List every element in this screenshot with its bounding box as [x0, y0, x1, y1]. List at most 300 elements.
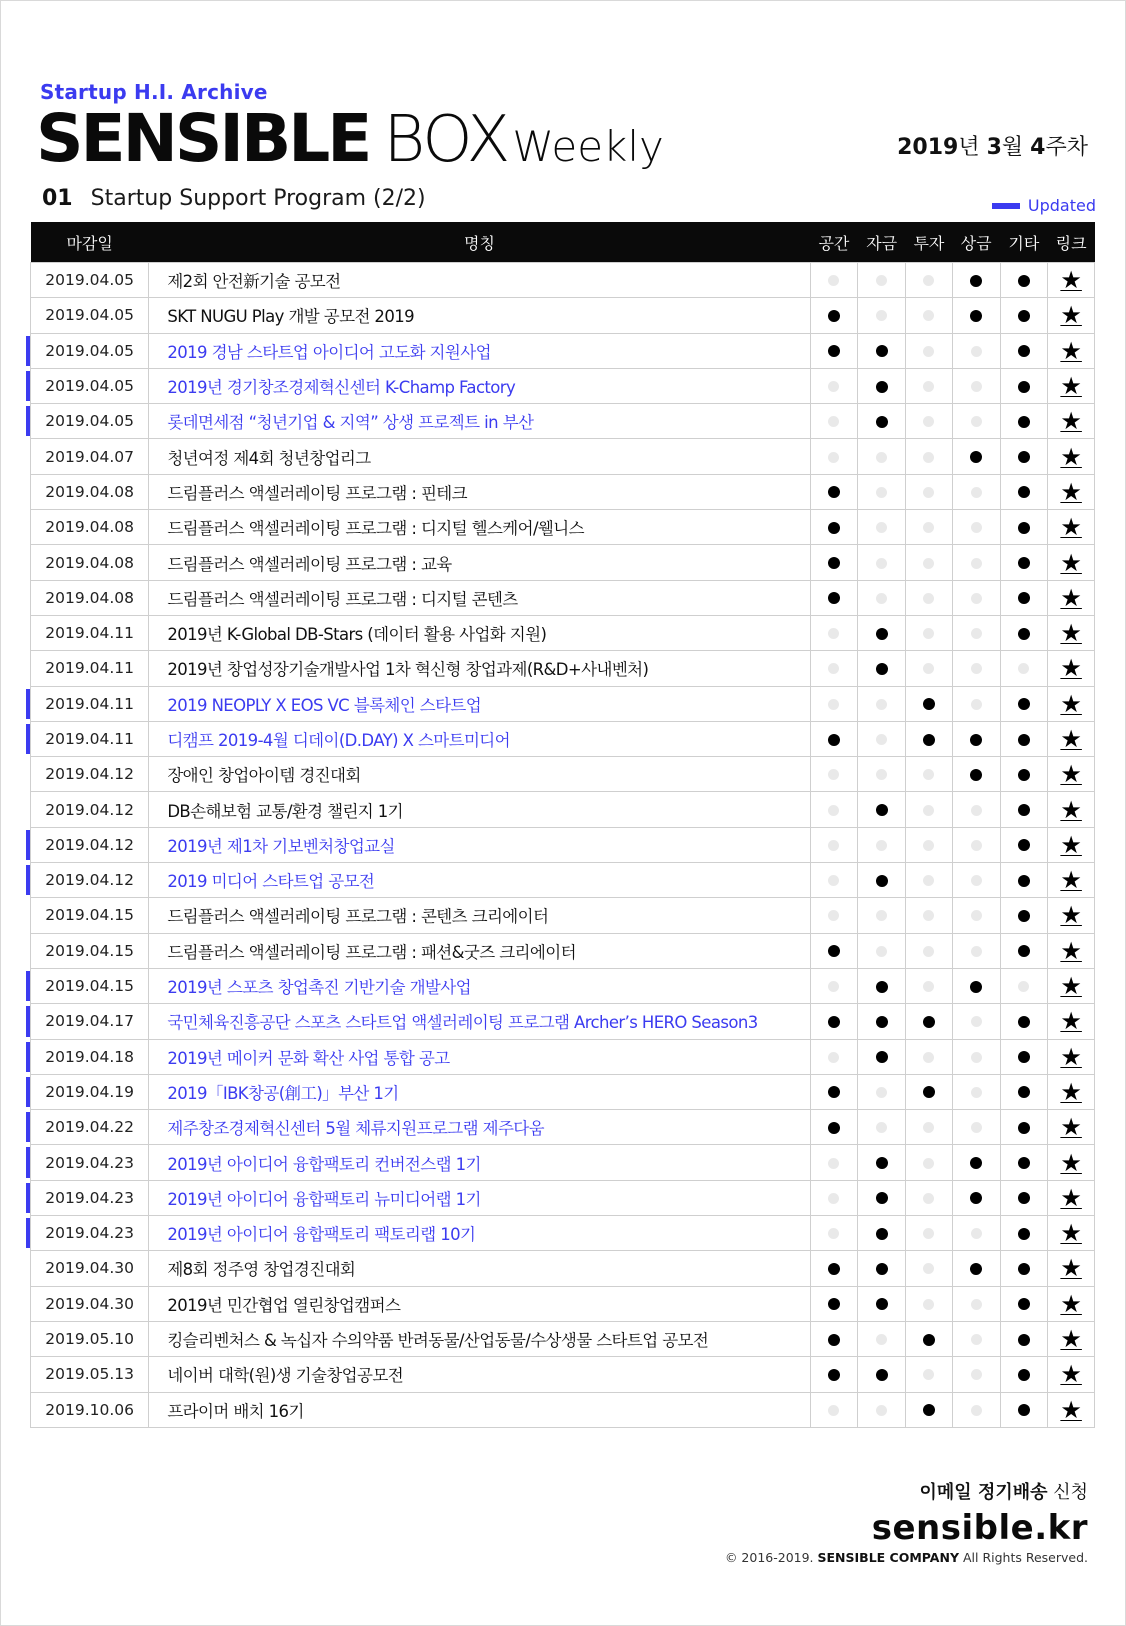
star-icon[interactable]: ★ — [1060, 336, 1082, 365]
deadline-cell: 2019.04.19 — [31, 1074, 149, 1109]
star-icon[interactable]: ★ — [1060, 1007, 1082, 1036]
program-name-cell: 드림플러스 액셀러레이팅 프로그램 : 교육 — [149, 545, 810, 580]
empty-dot-icon — [971, 805, 982, 816]
table-row — [31, 1357, 1095, 1392]
etc-cell — [1000, 263, 1048, 298]
table-row — [31, 721, 1095, 756]
filled-dot-icon — [1018, 875, 1030, 887]
empty-dot-icon — [828, 663, 839, 674]
section-title — [42, 186, 426, 211]
table-row — [31, 968, 1095, 1003]
program-name-cell: 2019년 민간협업 열린창업캠퍼스 — [149, 1286, 810, 1321]
star-icon[interactable]: ★ — [1060, 760, 1082, 789]
empty-dot-icon — [923, 769, 934, 780]
filled-dot-icon — [828, 522, 840, 534]
space-cell — [810, 1251, 858, 1286]
empty-dot-icon — [923, 522, 934, 533]
empty-dot-icon — [876, 275, 887, 286]
fund-cell — [858, 368, 906, 403]
prize-cell — [952, 298, 1000, 333]
prize-cell — [952, 474, 1000, 509]
link-cell — [1048, 615, 1095, 650]
link-cell — [1048, 1110, 1095, 1145]
link-cell — [1048, 1286, 1095, 1321]
empty-dot-icon — [923, 1369, 934, 1380]
brand-light: BOX — [383, 103, 509, 177]
table-row — [31, 1110, 1095, 1145]
invest-cell — [906, 510, 953, 545]
filled-dot-icon — [1018, 1086, 1030, 1098]
program-name-cell: 2019년 아이디어 융합팩토리 팩토리랩 10기 — [149, 1216, 810, 1251]
filled-dot-icon — [970, 1157, 982, 1169]
invest-cell — [906, 368, 953, 403]
table-row — [31, 686, 1095, 721]
invest-cell — [906, 263, 953, 298]
filled-dot-icon — [1018, 839, 1030, 851]
space-cell — [810, 1286, 858, 1321]
empty-dot-icon — [876, 734, 887, 745]
empty-dot-icon — [828, 1228, 839, 1239]
filled-dot-icon — [1018, 1157, 1030, 1169]
empty-dot-icon — [876, 910, 887, 921]
filled-dot-icon — [876, 1016, 888, 1028]
deadline-cell: 2019.04.11 — [31, 686, 149, 721]
fund-cell — [858, 898, 906, 933]
etc-cell — [1000, 1216, 1048, 1251]
invest-cell — [906, 1039, 953, 1074]
empty-dot-icon — [828, 1405, 839, 1416]
col-invest: 투자 — [906, 222, 953, 263]
empty-dot-icon — [876, 840, 887, 851]
empty-dot-icon — [923, 593, 934, 604]
filled-dot-icon — [828, 1369, 840, 1381]
empty-dot-icon — [828, 840, 839, 851]
prize-cell — [952, 1357, 1000, 1392]
filled-dot-icon — [923, 734, 935, 746]
filled-dot-icon — [1018, 1263, 1030, 1275]
invest-cell — [906, 580, 953, 615]
prize-cell — [952, 615, 1000, 650]
empty-dot-icon — [828, 452, 839, 463]
fund-cell — [858, 1004, 906, 1039]
invest-cell — [906, 757, 953, 792]
prize-cell — [952, 1251, 1000, 1286]
empty-dot-icon — [923, 628, 934, 639]
space-cell — [810, 510, 858, 545]
empty-dot-icon — [1018, 663, 1029, 674]
filled-dot-icon — [876, 345, 888, 357]
empty-dot-icon — [971, 1087, 982, 1098]
star-icon[interactable]: ★ — [1060, 1148, 1082, 1177]
prize-cell — [952, 968, 1000, 1003]
deadline-cell: 2019.04.11 — [31, 615, 149, 650]
empty-dot-icon — [828, 1158, 839, 1169]
fund-cell — [858, 404, 906, 439]
table-row — [31, 827, 1095, 862]
space-cell — [810, 721, 858, 756]
filled-dot-icon — [828, 557, 840, 569]
filled-dot-icon — [876, 1228, 888, 1240]
filled-dot-icon — [1018, 945, 1030, 957]
fund-cell — [858, 1392, 906, 1427]
space-cell — [810, 439, 858, 474]
program-name-cell: 드림플러스 액셀러레이팅 프로그램 : 핀테크 — [149, 474, 810, 509]
star-icon[interactable]: ★ — [1060, 866, 1082, 895]
deadline-cell: 2019.10.06 — [31, 1392, 149, 1427]
prize-cell — [952, 792, 1000, 827]
fund-cell — [858, 1357, 906, 1392]
brand-logo — [36, 100, 664, 177]
program-name-cell: 제8회 정주영 창업경진대회 — [149, 1251, 810, 1286]
program-name-cell: 장애인 창업아이템 경진대회 — [149, 757, 810, 792]
fund-cell — [858, 1110, 906, 1145]
empty-dot-icon — [971, 1122, 982, 1133]
fund-cell — [858, 1216, 906, 1251]
etc-cell — [1000, 651, 1048, 686]
filled-dot-icon — [828, 734, 840, 746]
table-row — [31, 757, 1095, 792]
space-cell — [810, 1392, 858, 1427]
invest-cell — [906, 333, 953, 368]
fund-cell — [858, 1039, 906, 1074]
table-row — [31, 510, 1095, 545]
link-cell — [1048, 439, 1095, 474]
filled-dot-icon — [1018, 804, 1030, 816]
deadline-cell: 2019.04.08 — [31, 510, 149, 545]
space-cell — [810, 1145, 858, 1180]
star-icon[interactable]: ★ — [1060, 442, 1082, 471]
footer — [725, 1478, 1088, 1565]
section-name: Startup Support Program (2/2) — [90, 186, 426, 211]
star-icon[interactable]: ★ — [1060, 583, 1082, 612]
star-icon[interactable]: ★ — [1060, 407, 1082, 436]
deadline-cell: 2019.04.23 — [31, 1145, 149, 1180]
program-name-cell: 2019년 경기창조경제혁신센터 K-Champ Factory — [149, 368, 810, 403]
space-cell — [810, 827, 858, 862]
etc-cell — [1000, 898, 1048, 933]
space-cell — [810, 1004, 858, 1039]
star-icon[interactable]: ★ — [1060, 301, 1082, 330]
empty-dot-icon — [923, 1122, 934, 1133]
issue-month-suffix: 월 — [1001, 135, 1031, 160]
space-cell — [810, 368, 858, 403]
deadline-cell: 2019.04.05 — [31, 368, 149, 403]
empty-dot-icon — [876, 487, 887, 498]
empty-dot-icon — [876, 522, 887, 533]
prize-cell — [952, 545, 1000, 580]
empty-dot-icon — [971, 487, 982, 498]
prize-cell — [952, 757, 1000, 792]
star-icon[interactable]: ★ — [1060, 972, 1082, 1001]
empty-dot-icon — [828, 628, 839, 639]
space-cell — [810, 263, 858, 298]
invest-cell — [906, 792, 953, 827]
link-cell — [1048, 510, 1095, 545]
empty-dot-icon — [876, 593, 887, 604]
star-icon[interactable]: ★ — [1060, 795, 1082, 824]
star-icon[interactable]: ★ — [1060, 1254, 1082, 1283]
space-cell — [810, 686, 858, 721]
deadline-cell: 2019.04.11 — [31, 721, 149, 756]
etc-cell — [1000, 686, 1048, 721]
filled-dot-icon — [970, 981, 982, 993]
empty-dot-icon — [971, 1052, 982, 1063]
issue-month: 3 — [986, 135, 1002, 160]
deadline-cell: 2019.04.12 — [31, 792, 149, 827]
filled-dot-icon — [1018, 557, 1030, 569]
invest-cell — [906, 474, 953, 509]
space-cell — [810, 1110, 858, 1145]
site-link[interactable]: sensible.kr — [871, 1508, 1088, 1548]
filled-dot-icon — [828, 945, 840, 957]
filled-dot-icon — [923, 1404, 935, 1416]
filled-dot-icon — [876, 981, 888, 993]
deadline-cell: 2019.04.17 — [31, 1004, 149, 1039]
deadline-cell: 2019.04.23 — [31, 1216, 149, 1251]
star-icon[interactable]: ★ — [1060, 1289, 1082, 1318]
filled-dot-icon — [828, 1298, 840, 1310]
fund-cell — [858, 1074, 906, 1109]
invest-cell — [906, 1110, 953, 1145]
filled-dot-icon — [1018, 1334, 1030, 1346]
star-icon[interactable]: ★ — [1060, 372, 1082, 401]
fund-cell — [858, 933, 906, 968]
empty-dot-icon — [971, 1334, 982, 1345]
table-row — [31, 545, 1095, 580]
prize-cell — [952, 686, 1000, 721]
filled-dot-icon — [828, 1016, 840, 1028]
etc-cell — [1000, 1286, 1048, 1321]
empty-dot-icon — [828, 875, 839, 886]
empty-dot-icon — [876, 1334, 887, 1345]
prize-cell — [952, 1074, 1000, 1109]
table-row — [31, 1039, 1095, 1074]
deadline-cell: 2019.04.05 — [31, 333, 149, 368]
updated-bar-icon — [992, 203, 1020, 209]
etc-cell — [1000, 298, 1048, 333]
table-row — [31, 615, 1095, 650]
fund-cell — [858, 651, 906, 686]
fund-cell — [858, 298, 906, 333]
subscribe-text[interactable] — [725, 1478, 1088, 1504]
issue-week: 4 — [1030, 135, 1046, 160]
star-icon[interactable]: ★ — [1060, 1219, 1082, 1248]
filled-dot-icon — [970, 275, 982, 287]
empty-dot-icon — [876, 699, 887, 710]
space-cell — [810, 863, 858, 898]
invest-cell — [906, 1286, 953, 1321]
table-row — [31, 1392, 1095, 1427]
empty-dot-icon — [923, 840, 934, 851]
link-cell — [1048, 1251, 1095, 1286]
star-icon[interactable]: ★ — [1060, 1395, 1082, 1424]
empty-dot-icon — [923, 946, 934, 957]
space-cell — [810, 615, 858, 650]
filled-dot-icon — [1018, 1192, 1030, 1204]
star-icon[interactable]: ★ — [1060, 936, 1082, 965]
star-icon[interactable]: ★ — [1060, 477, 1082, 506]
program-name-cell: 2019년 아이디어 융합팩토리 뉴미디어랩 1기 — [149, 1180, 810, 1215]
subscribe-bold: 이메일 정기배송 — [919, 1482, 1048, 1503]
deadline-cell: 2019.04.05 — [31, 298, 149, 333]
program-name-cell: 킹슬리벤처스 & 녹십자 수의약품 반려동물/산업동물/수상생물 스타트업 공모전 — [149, 1321, 810, 1356]
table-row — [31, 1145, 1095, 1180]
empty-dot-icon — [828, 1052, 839, 1063]
empty-dot-icon — [923, 663, 934, 674]
filled-dot-icon — [923, 1334, 935, 1346]
prize-cell — [952, 1392, 1000, 1427]
star-icon[interactable]: ★ — [1060, 689, 1082, 718]
filled-dot-icon — [1018, 1298, 1030, 1310]
prize-cell — [952, 1145, 1000, 1180]
star-icon[interactable]: ★ — [1060, 619, 1082, 648]
table-row — [31, 298, 1095, 333]
empty-dot-icon — [876, 452, 887, 463]
deadline-cell: 2019.04.15 — [31, 968, 149, 1003]
etc-cell — [1000, 1145, 1048, 1180]
empty-dot-icon — [971, 593, 982, 604]
invest-cell — [906, 686, 953, 721]
filled-dot-icon — [828, 1122, 840, 1134]
invest-cell — [906, 1180, 953, 1215]
star-icon[interactable]: ★ — [1060, 1113, 1082, 1142]
fund-cell — [858, 686, 906, 721]
star-icon[interactable]: ★ — [1060, 654, 1082, 683]
deadline-cell: 2019.04.22 — [31, 1110, 149, 1145]
star-icon[interactable]: ★ — [1060, 901, 1082, 930]
empty-dot-icon — [923, 1228, 934, 1239]
issue-year-suffix: 년 — [958, 135, 987, 160]
empty-dot-icon — [971, 1016, 982, 1027]
star-icon[interactable]: ★ — [1060, 1183, 1082, 1212]
empty-dot-icon — [923, 452, 934, 463]
space-cell — [810, 1074, 858, 1109]
star-icon[interactable]: ★ — [1060, 1077, 1082, 1106]
empty-dot-icon — [876, 1122, 887, 1133]
filled-dot-icon — [828, 1263, 840, 1275]
program-name-cell: 2019년 스포츠 창업촉진 기반기술 개발사업 — [149, 968, 810, 1003]
col-deadline: 마감일 — [31, 222, 149, 263]
link-cell — [1048, 298, 1095, 333]
empty-dot-icon — [971, 558, 982, 569]
empty-dot-icon — [923, 487, 934, 498]
etc-cell — [1000, 1004, 1048, 1039]
etc-cell — [1000, 1321, 1048, 1356]
star-icon[interactable]: ★ — [1060, 1360, 1082, 1389]
etc-cell — [1000, 1074, 1048, 1109]
link-cell — [1048, 863, 1095, 898]
empty-dot-icon — [971, 522, 982, 533]
link-cell — [1048, 545, 1095, 580]
invest-cell — [906, 1145, 953, 1180]
empty-dot-icon — [971, 946, 982, 957]
filled-dot-icon — [828, 486, 840, 498]
filled-dot-icon — [1018, 1122, 1030, 1134]
empty-dot-icon — [923, 275, 934, 286]
prize-cell — [952, 439, 1000, 474]
fund-cell — [858, 1251, 906, 1286]
star-icon[interactable]: ★ — [1060, 513, 1082, 542]
filled-dot-icon — [876, 628, 888, 640]
issue-date — [897, 130, 1088, 161]
link-cell — [1048, 580, 1095, 615]
star-icon[interactable]: ★ — [1060, 1042, 1082, 1071]
prize-cell — [952, 1039, 1000, 1074]
filled-dot-icon — [1018, 769, 1030, 781]
empty-dot-icon — [923, 381, 934, 392]
empty-dot-icon — [971, 1369, 982, 1380]
etc-cell — [1000, 827, 1048, 862]
empty-dot-icon — [971, 910, 982, 921]
etc-cell — [1000, 333, 1048, 368]
subscribe-rest: 신청 — [1047, 1482, 1088, 1503]
empty-dot-icon — [828, 805, 839, 816]
empty-dot-icon — [971, 840, 982, 851]
etc-cell — [1000, 792, 1048, 827]
invest-cell — [906, 545, 953, 580]
prize-cell — [952, 651, 1000, 686]
table-row — [31, 863, 1095, 898]
archive-label: Startup H.I. Archive — [40, 80, 268, 104]
link-cell — [1048, 792, 1095, 827]
etc-cell — [1000, 933, 1048, 968]
prize-cell — [952, 333, 1000, 368]
copy-pre: © 2016-2019. — [724, 1550, 818, 1565]
program-name-cell: 제주창조경제혁신센터 5월 체류지원프로그램 제주다움 — [149, 1110, 810, 1145]
table-row — [31, 933, 1095, 968]
program-name-cell: 2019년 제1차 기보벤처창업교실 — [149, 827, 810, 862]
program-name-cell: 2019년 K-Global DB-Stars (데이터 활용 사업화 지원) — [149, 615, 810, 650]
fund-cell — [858, 827, 906, 862]
link-cell — [1048, 1392, 1095, 1427]
program-name-cell: 2019 미디어 스타트업 공모전 — [149, 863, 810, 898]
star-icon[interactable]: ★ — [1060, 725, 1082, 753]
star-icon[interactable]: ★ — [1060, 548, 1082, 577]
star-icon[interactable]: ★ — [1060, 1325, 1082, 1354]
etc-cell — [1000, 510, 1048, 545]
invest-cell — [906, 1004, 953, 1039]
empty-dot-icon — [923, 1263, 934, 1274]
table-row — [31, 1074, 1095, 1109]
program-name-cell: 드림플러스 액셀러레이팅 프로그램 : 패션&굿즈 크리에이터 — [149, 933, 810, 968]
empty-dot-icon — [828, 981, 839, 992]
fund-cell — [858, 439, 906, 474]
star-icon[interactable]: ★ — [1060, 266, 1082, 295]
invest-cell — [906, 1357, 953, 1392]
link-cell — [1048, 1321, 1095, 1356]
program-name-cell: 네이버 대학(원)생 기술창업공모전 — [149, 1357, 810, 1392]
empty-dot-icon — [876, 558, 887, 569]
filled-dot-icon — [876, 1192, 888, 1204]
empty-dot-icon — [971, 381, 982, 392]
star-icon[interactable]: ★ — [1060, 830, 1082, 859]
space-cell — [810, 404, 858, 439]
deadline-cell: 2019.04.05 — [31, 263, 149, 298]
prize-cell — [952, 721, 1000, 756]
table-header-row — [31, 222, 1095, 263]
prize-cell — [952, 1110, 1000, 1145]
prize-cell — [952, 933, 1000, 968]
empty-dot-icon — [923, 310, 934, 321]
empty-dot-icon — [828, 699, 839, 710]
link-cell — [1048, 404, 1095, 439]
filled-dot-icon — [970, 451, 982, 463]
empty-dot-icon — [923, 981, 934, 992]
filled-dot-icon — [1018, 628, 1030, 640]
deadline-cell: 2019.04.12 — [31, 827, 149, 862]
invest-cell — [906, 1392, 953, 1427]
filled-dot-icon — [1018, 381, 1030, 393]
